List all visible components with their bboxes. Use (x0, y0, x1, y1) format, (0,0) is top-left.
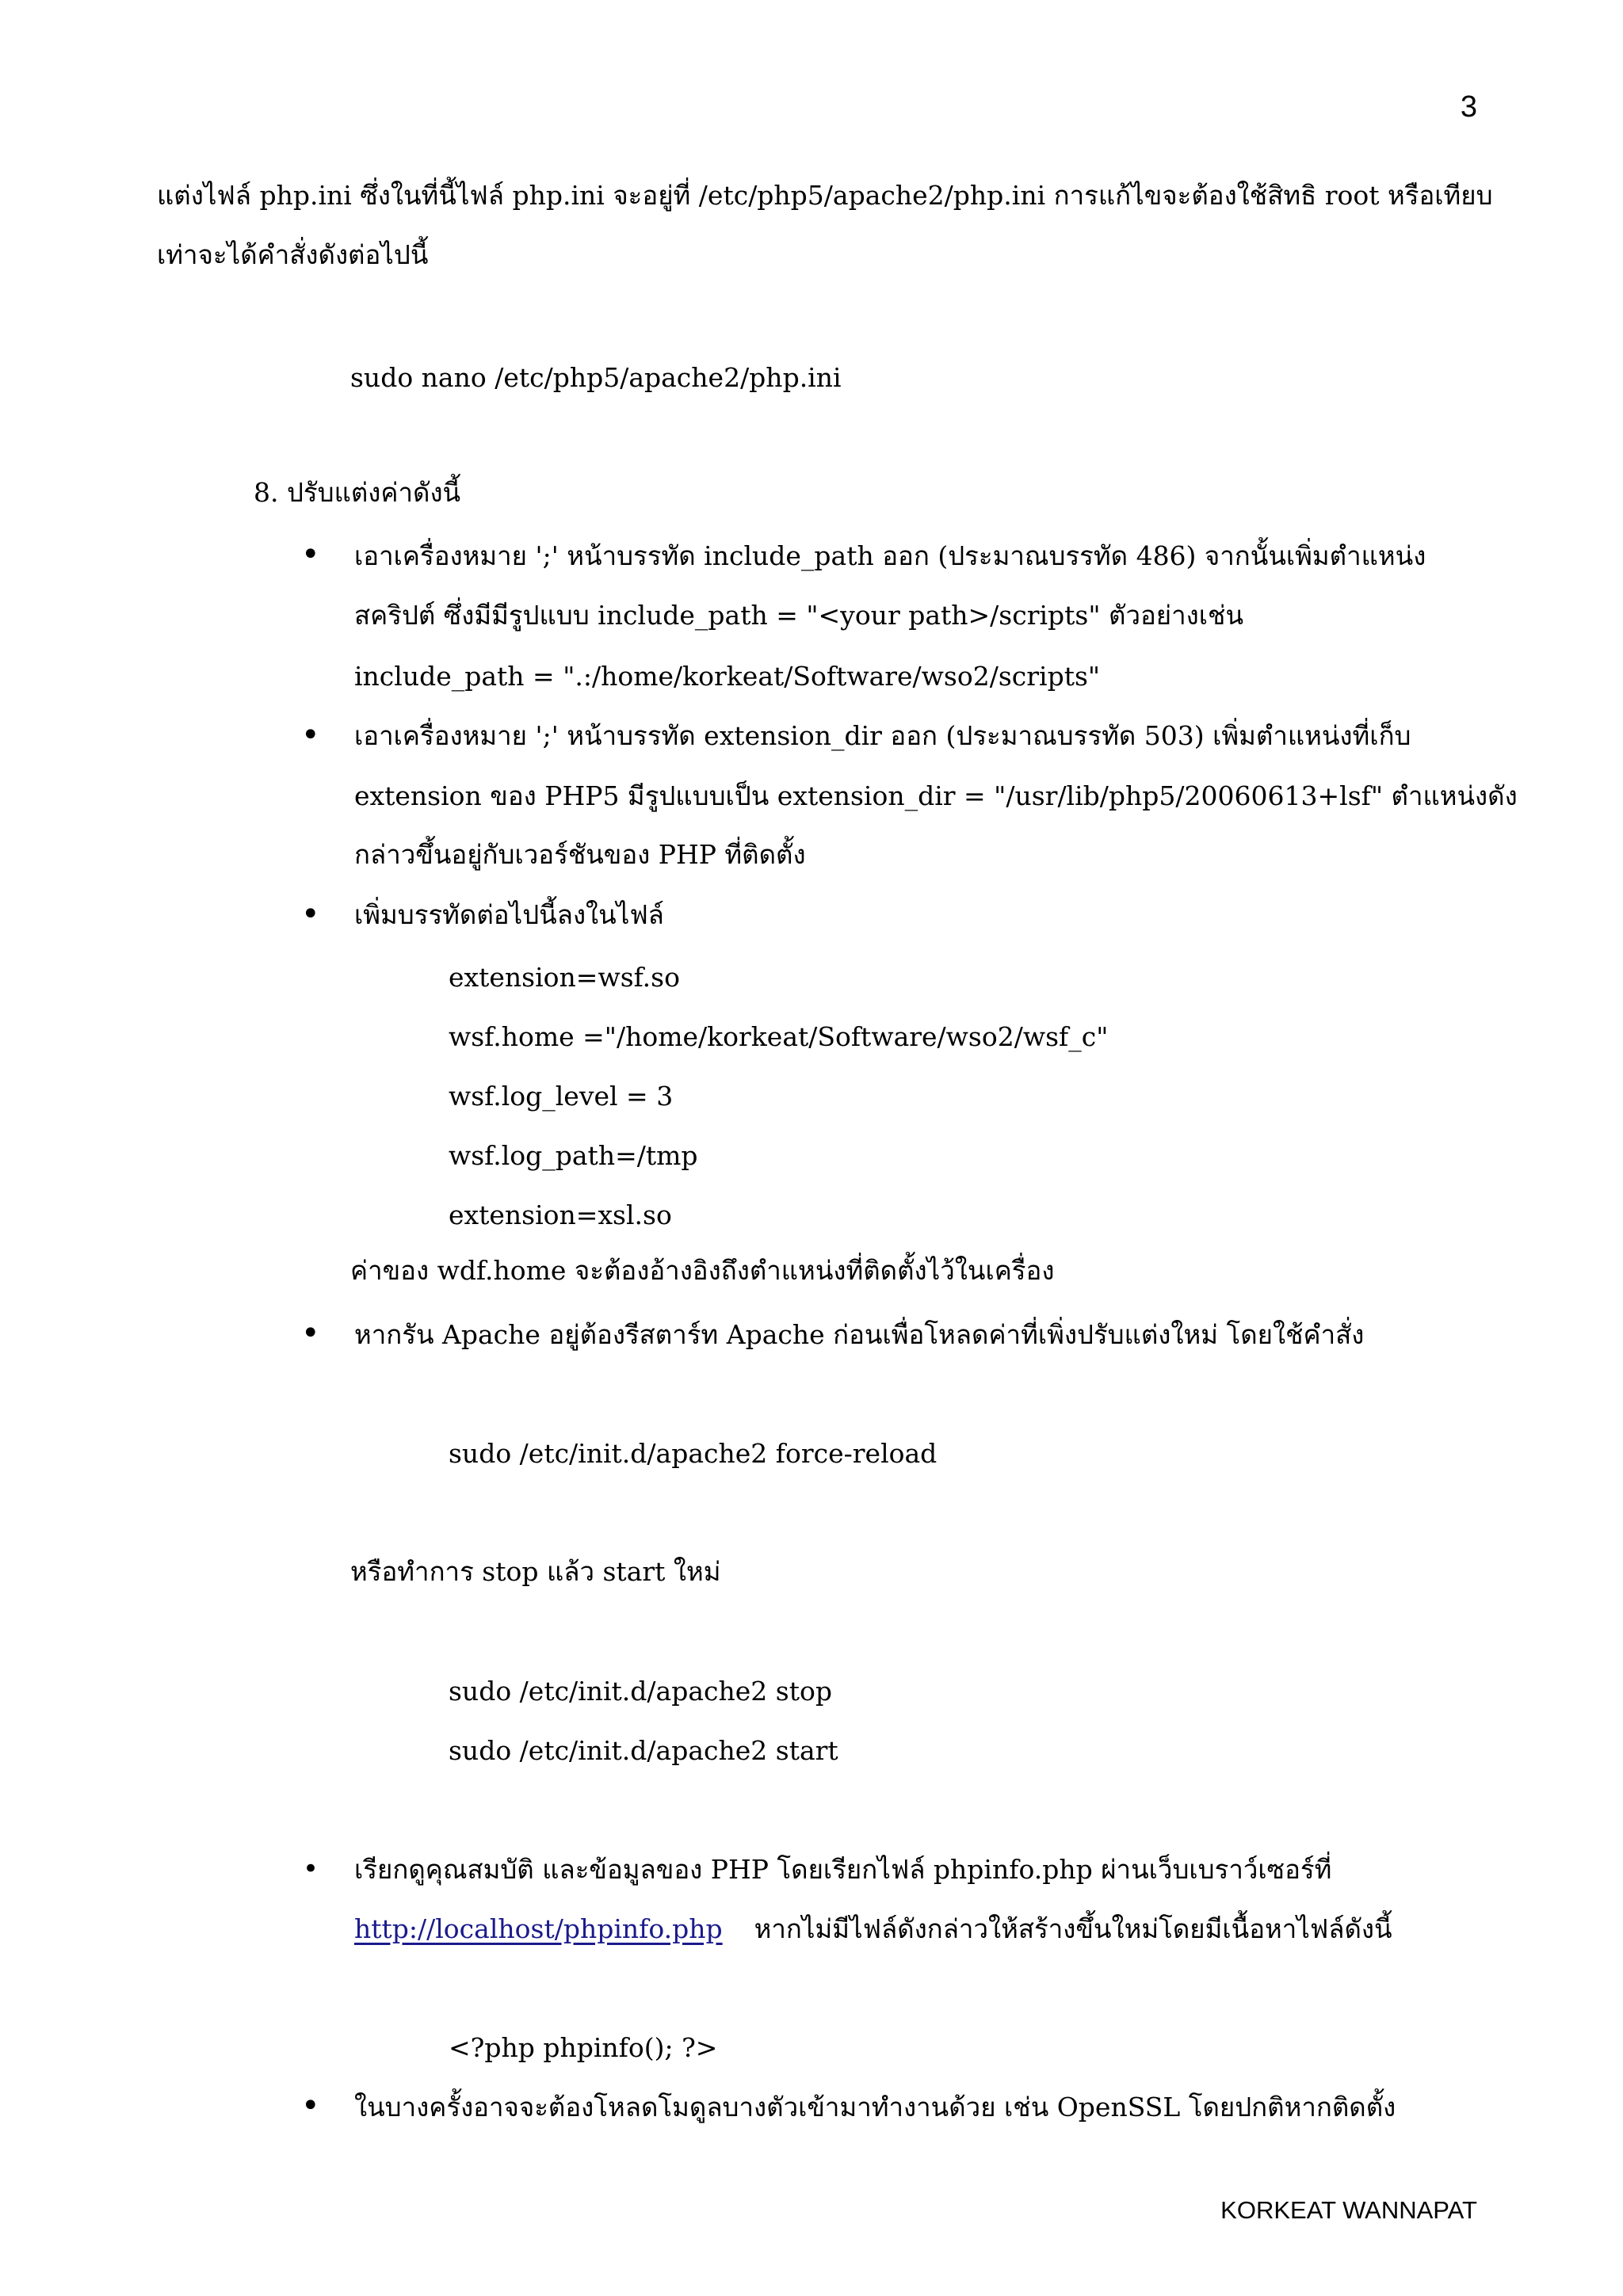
bullet-4-text: หากรัน Apache อยู่ต้องรีสตาร์ท Apache ก่อนเพื่อโหลดค่าที่เพิ่งปรับแต่งใหม่ โดยใช้คำสั่ง (354, 1319, 1365, 1350)
bullet-6-text: ในบางครั้งอาจจะต้องโหลดโมดูลบางตัวเข้ามาทำงานด้วย เช่น OpenSSL โดยปกติหากติดตั้ง (354, 2092, 1396, 2122)
step-8-heading: 8. ปรับแต่งค่าดังนี้ (254, 477, 461, 508)
bullet-1-line-2: สคริปต์ ซึ่งมีมีรูปแบบ include_path = "<your path>/scripts" ตัวอย่างเช่น (354, 600, 1244, 631)
bullet-5-line-2 (354, 1913, 1392, 1944)
command-force-reload: sudo /etc/init.d/apache2 force-reload (449, 1438, 938, 1469)
intro-line-2: เท่าจะได้คำสั่งดังต่อไปนี้ (157, 239, 429, 270)
bullet-1-line-1: เอาเครื่องหมาย ';' หน้าบรรทัด include_path ออก (ประมาณบรรทัด 486) จากนั้นเพิ่มตำแหน่ง (354, 540, 1426, 571)
bullet-icon: • (301, 717, 320, 753)
php-code-snippet: <?php phpinfo(); ?> (449, 2032, 718, 2063)
bullet-2-line-1: เอาเครื่องหมาย ';' หน้าบรรทัด extension_dir ออก (ประมาณบรรทัด 503) เพิ่มตำแหน่งที่เก็บ (354, 720, 1411, 751)
wdf-home-note: ค่าของ wdf.home จะต้องอ้างอิงถึงตำแหน่งที่ติดตั้งไว้ในเครื่อง (350, 1255, 1055, 1286)
config-line: extension=xsl.so (449, 1199, 672, 1230)
config-line: extension=wsf.so (449, 962, 680, 993)
intro-line-1: แต่งไฟล์ php.ini ซึ่งในที่นี้ไฟล์ php.ini จะอยู่ที่ /etc/php5/apache2/php.ini การแก้ไขจะต้องใช้สิทธิ root หรือเทียบ (157, 180, 1493, 211)
config-line: wsf.log_level = 3 (449, 1081, 674, 1112)
bullet-1-line-3: include_path = ".:/home/korkeat/Software/wso2/scripts" (354, 661, 1101, 692)
bullet-icon: • (301, 2088, 320, 2124)
command-edit-php-ini: sudo nano /etc/php5/apache2/php.ini (350, 362, 842, 393)
bullet-icon: • (303, 1853, 319, 1885)
page-number: 3 (1460, 90, 1477, 124)
footer-author: KORKEAT WANNAPAT (1220, 2196, 1477, 2224)
bullet-icon: • (301, 896, 320, 933)
config-line: wsf.home ="/home/korkeat/Software/wso2/wsf_c" (449, 1021, 1109, 1052)
bullet-5-line-1: เรียกดูคุณสมบัติ และข้อมูลของ PHP โดยเรียกไฟล์ phpinfo.php ผ่านเว็บเบราว์เซอร์ที่ (354, 1854, 1332, 1885)
bullet-icon: • (301, 536, 320, 573)
bullet-2-line-3: กล่าวขึ้นอยู่กับเวอร์ชันของ PHP ที่ติดตั้ง (354, 839, 806, 870)
command-start: sudo /etc/init.d/apache2 start (449, 1735, 838, 1766)
bullet-5-line-2-rest: หากไม่มีไฟล์ดังกล่าวให้สร้างขึ้นใหม่โดยมีเนื้อหาไฟล์ดังนี้ (754, 1913, 1392, 1944)
or-restart-text: หรือทำการ stop แล้ว start ใหม่ (350, 1556, 721, 1587)
config-line: wsf.log_path=/tmp (449, 1140, 698, 1171)
bullet-3-text: เพิ่มบรรทัดต่อไปนี้ลงในไฟล์ (354, 899, 664, 930)
phpinfo-link[interactable]: http://localhost/phpinfo.php (354, 1913, 723, 1944)
bullet-icon: • (301, 1315, 320, 1352)
command-stop: sudo /etc/init.d/apache2 stop (449, 1676, 832, 1707)
bullet-2-line-2: extension ของ PHP5 มีรูปแบบเป็น extension_dir = "/usr/lib/php5/20060613+lsf" ตำแหน่งดัง (354, 780, 1518, 811)
